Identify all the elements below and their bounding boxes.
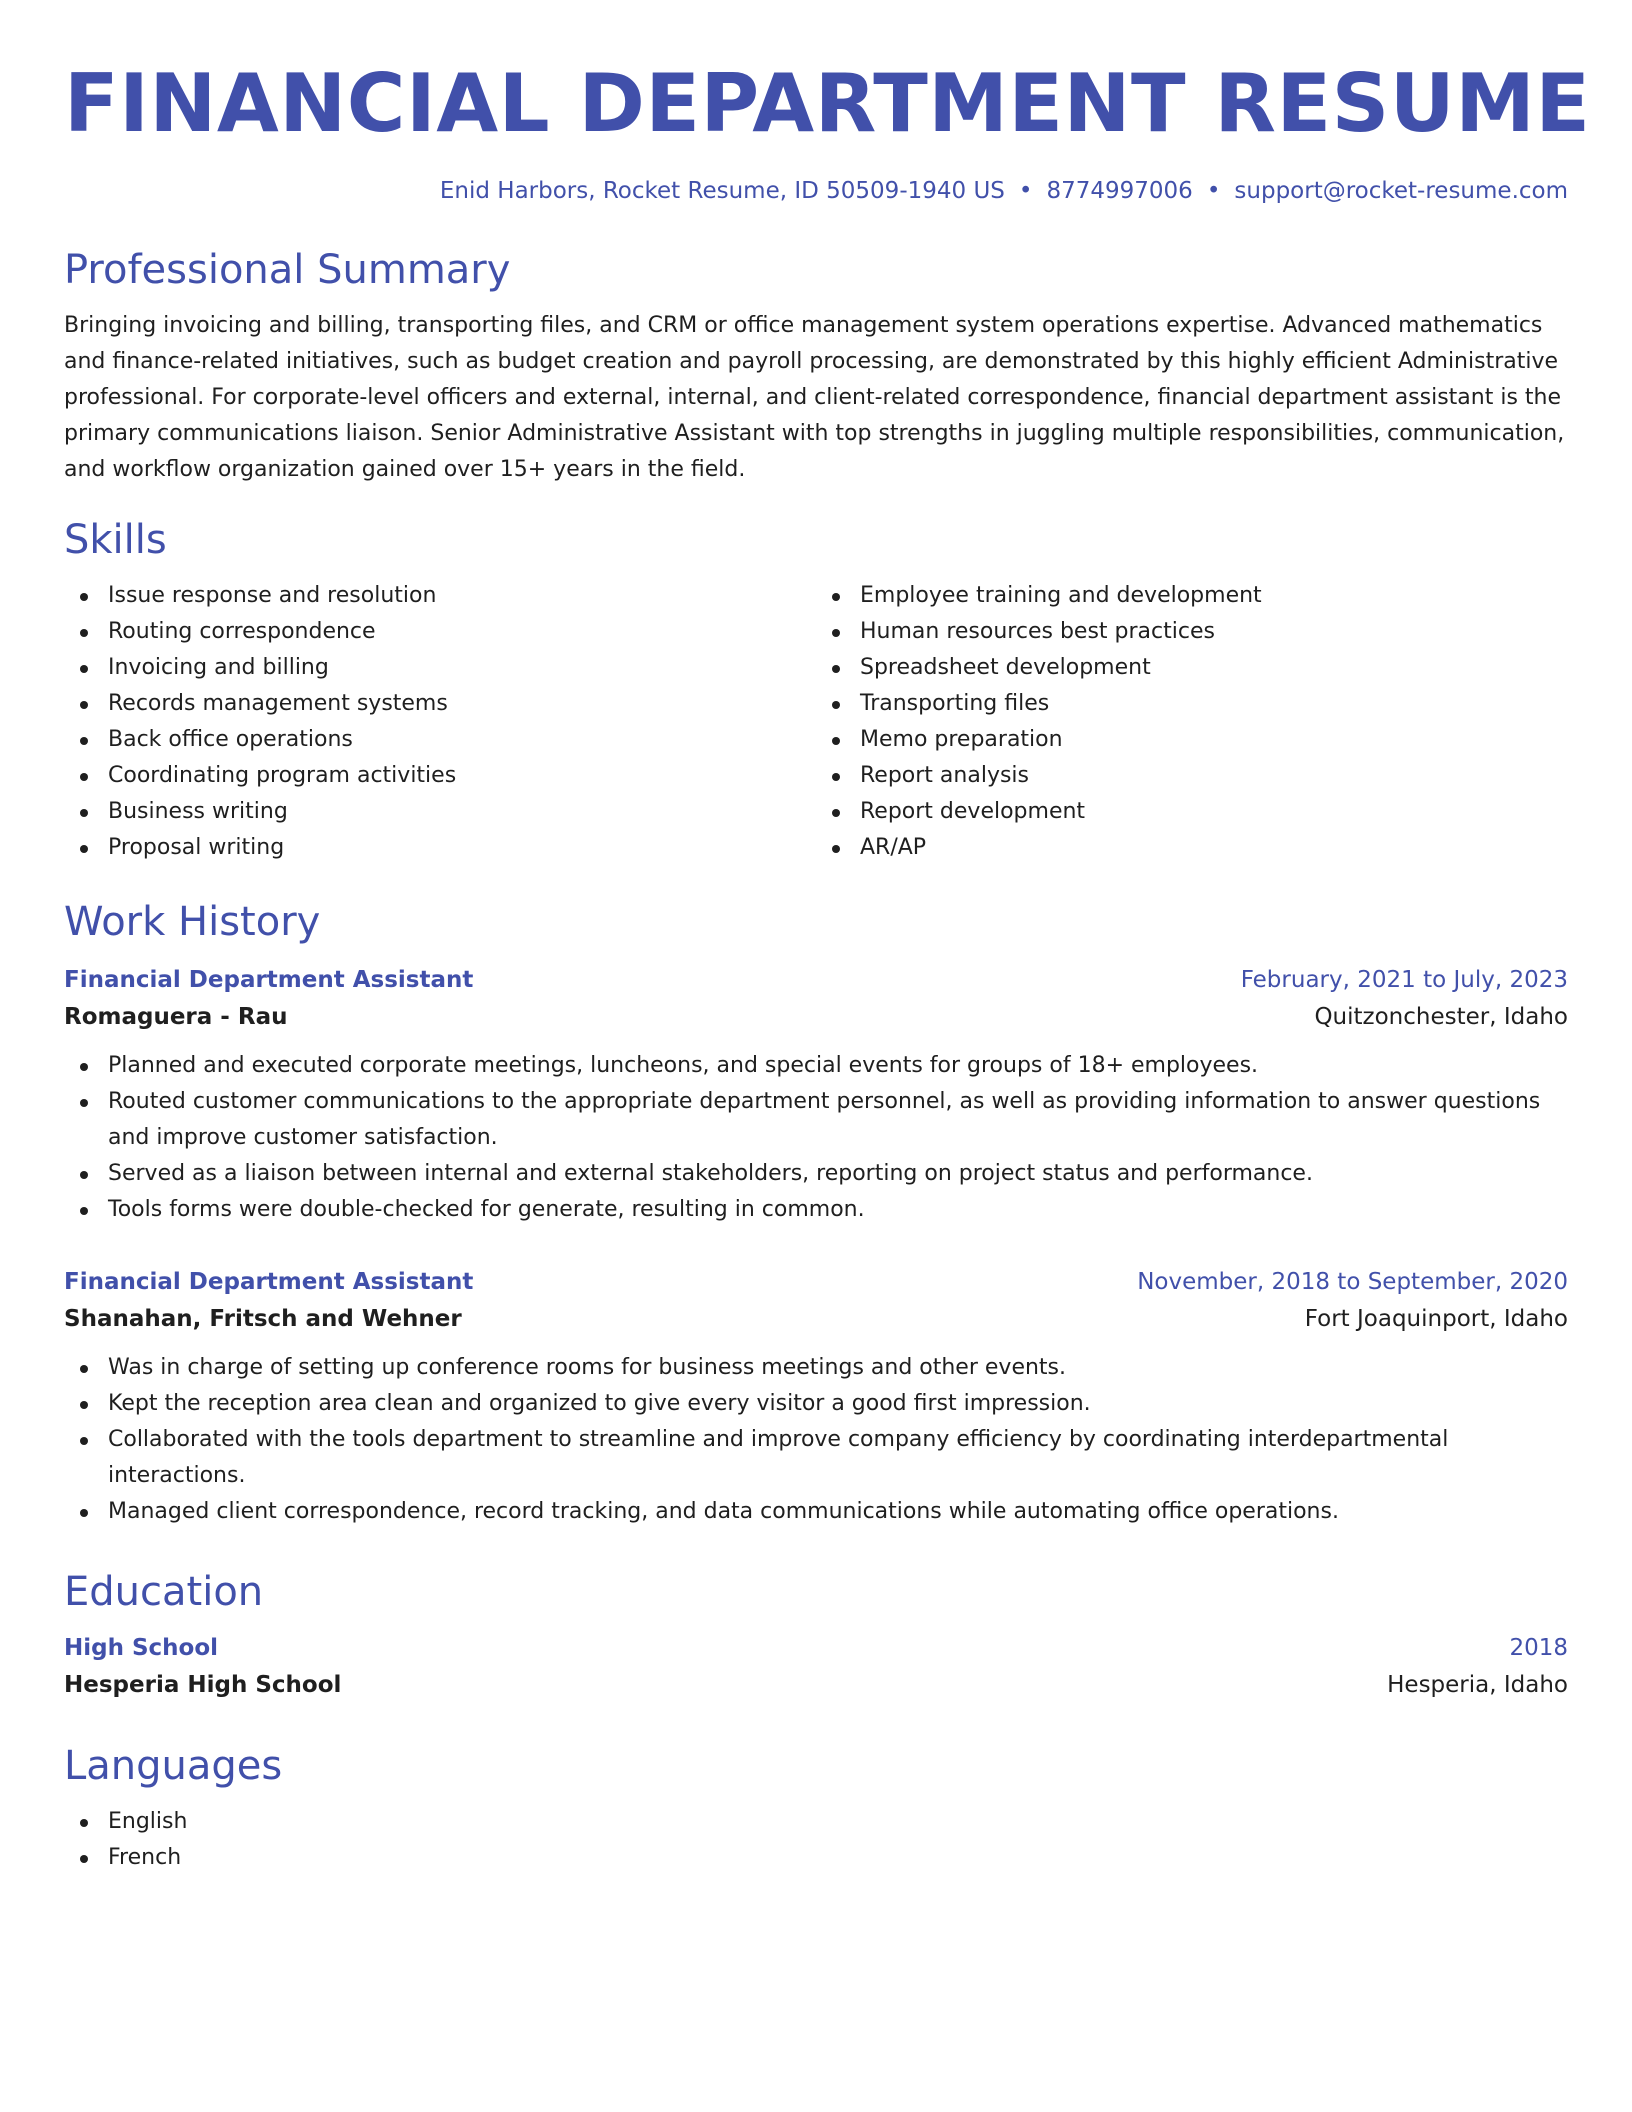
skills-section bbox=[64, 514, 1568, 866]
job-bullet: Tools forms were double-checked for generate, resulting in common. bbox=[64, 1192, 1568, 1228]
education-school: Hesperia High School bbox=[64, 1672, 342, 1698]
section-heading-work: Work History bbox=[64, 899, 321, 945]
job-bullet: Served as a liaison between internal and external stakeholders, reporting on project status and performance. bbox=[64, 1156, 1568, 1192]
skill-item: Transporting files bbox=[816, 686, 1568, 722]
language-item: English bbox=[64, 1804, 1568, 1840]
section-heading-summary: Professional Summary bbox=[64, 247, 511, 293]
job-title: Financial Department Assistant bbox=[64, 1269, 474, 1295]
skill-item: Back office operations bbox=[64, 722, 816, 758]
skills-grid bbox=[64, 578, 1568, 866]
skill-item: Invoicing and billing bbox=[64, 650, 816, 686]
skill-item: Issue response and resolution bbox=[64, 578, 816, 614]
contact-separator: • bbox=[1206, 178, 1221, 204]
contact-line bbox=[64, 176, 1568, 206]
section-heading-skills: Skills bbox=[64, 517, 167, 563]
skills-list-right bbox=[816, 578, 1568, 866]
skill-item: Business writing bbox=[64, 794, 816, 830]
language-item: French bbox=[64, 1840, 1568, 1876]
skill-item: Records management systems bbox=[64, 686, 816, 722]
job-bullet: Kept the reception area clean and organized to give every visitor a good first impression. bbox=[64, 1386, 1568, 1422]
skill-item: Coordinating program activities bbox=[64, 758, 816, 794]
languages-section bbox=[64, 1740, 1568, 1876]
job-bullets bbox=[64, 1048, 1568, 1228]
contact-separator: • bbox=[1018, 178, 1033, 204]
job-header-row bbox=[64, 1264, 1568, 1300]
education-location: Hesperia, Idaho bbox=[1387, 1672, 1568, 1698]
job-bullets bbox=[64, 1350, 1568, 1530]
work-history-section bbox=[64, 896, 1568, 1530]
job-title: Financial Department Assistant bbox=[64, 967, 474, 993]
job-dates: February, 2021 to July, 2023 bbox=[1240, 967, 1568, 993]
job-company-row bbox=[64, 1300, 1568, 1338]
education-school-row bbox=[64, 1666, 1568, 1704]
contact-phone: 8774997006 bbox=[1046, 178, 1193, 204]
contact-address: Enid Harbors, Rocket Resume, ID 50509-1940 US bbox=[439, 178, 1005, 204]
skill-item: Report development bbox=[816, 794, 1568, 830]
education-year: 2018 bbox=[1509, 1635, 1568, 1661]
skill-item: Human resources best practices bbox=[816, 614, 1568, 650]
job-dates: November, 2018 to September, 2020 bbox=[1137, 1269, 1568, 1295]
job-bullet: Was in charge of setting up conference rooms for business meetings and other events. bbox=[64, 1350, 1568, 1386]
job-company: Romaguera - Rau bbox=[64, 1004, 288, 1030]
job-bullet: Managed client correspondence, record tracking, and data communications while automating office operations. bbox=[64, 1494, 1568, 1530]
resume-title: FINANCIAL DEPARTMENT RESUME bbox=[64, 57, 1591, 150]
job-bullet: Collaborated with the tools department to streamline and improve company efficiency by coordinating interdepartmental interactions. bbox=[64, 1422, 1568, 1494]
job-bullet: Planned and executed corporate meetings, luncheons, and special events for groups of 18+ employees. bbox=[64, 1048, 1568, 1084]
section-heading-education: Education bbox=[64, 1569, 264, 1615]
job-location: Fort Joaquinport, Idaho bbox=[1304, 1306, 1568, 1332]
skill-item: Spreadsheet development bbox=[816, 650, 1568, 686]
job-company: Shanahan, Fritsch and Wehner bbox=[64, 1306, 462, 1332]
summary-text: Bringing invoicing and billing, transporting files, and CRM or office management system operations expertise. Advanced mathematics and finance-related initiatives, such as budget creation and payroll processing, are demonstrated by this highly efficient Administrative professional. For corporate-level officers and external, internal, and client-related correspondence, financial department assistant is the primary communications liaison. Senior Administrative Assistant with top strengths in juggling multiple responsibilities, communication, and workflow organization gained over 15+ years in the field. bbox=[64, 313, 1565, 482]
languages-list bbox=[64, 1804, 1568, 1876]
education-degree: High School bbox=[64, 1635, 219, 1661]
skill-item: Employee training and development bbox=[816, 578, 1568, 614]
education-section bbox=[64, 1566, 1568, 1704]
job-company-row bbox=[64, 998, 1568, 1036]
skill-item: Memo preparation bbox=[816, 722, 1568, 758]
job-entry bbox=[64, 962, 1568, 1228]
skill-item: AR/AP bbox=[816, 830, 1568, 866]
skill-item: Routing correspondence bbox=[64, 614, 816, 650]
job-bullet: Routed customer communications to the appropriate department personnel, as well as providing information to answer questions and improve customer satisfaction. bbox=[64, 1084, 1568, 1156]
skills-list-left bbox=[64, 578, 816, 866]
skill-item: Proposal writing bbox=[64, 830, 816, 866]
job-header-row bbox=[64, 962, 1568, 998]
skill-item: Report analysis bbox=[816, 758, 1568, 794]
education-header-row bbox=[64, 1630, 1568, 1666]
job-location: Quitzonchester, Idaho bbox=[1314, 1004, 1568, 1030]
contact-email: support@rocket-resume.com bbox=[1234, 178, 1568, 204]
professional-summary-section bbox=[64, 244, 1568, 488]
section-heading-languages: Languages bbox=[64, 1743, 283, 1789]
job-entry bbox=[64, 1264, 1568, 1530]
education-entry bbox=[64, 1630, 1568, 1704]
